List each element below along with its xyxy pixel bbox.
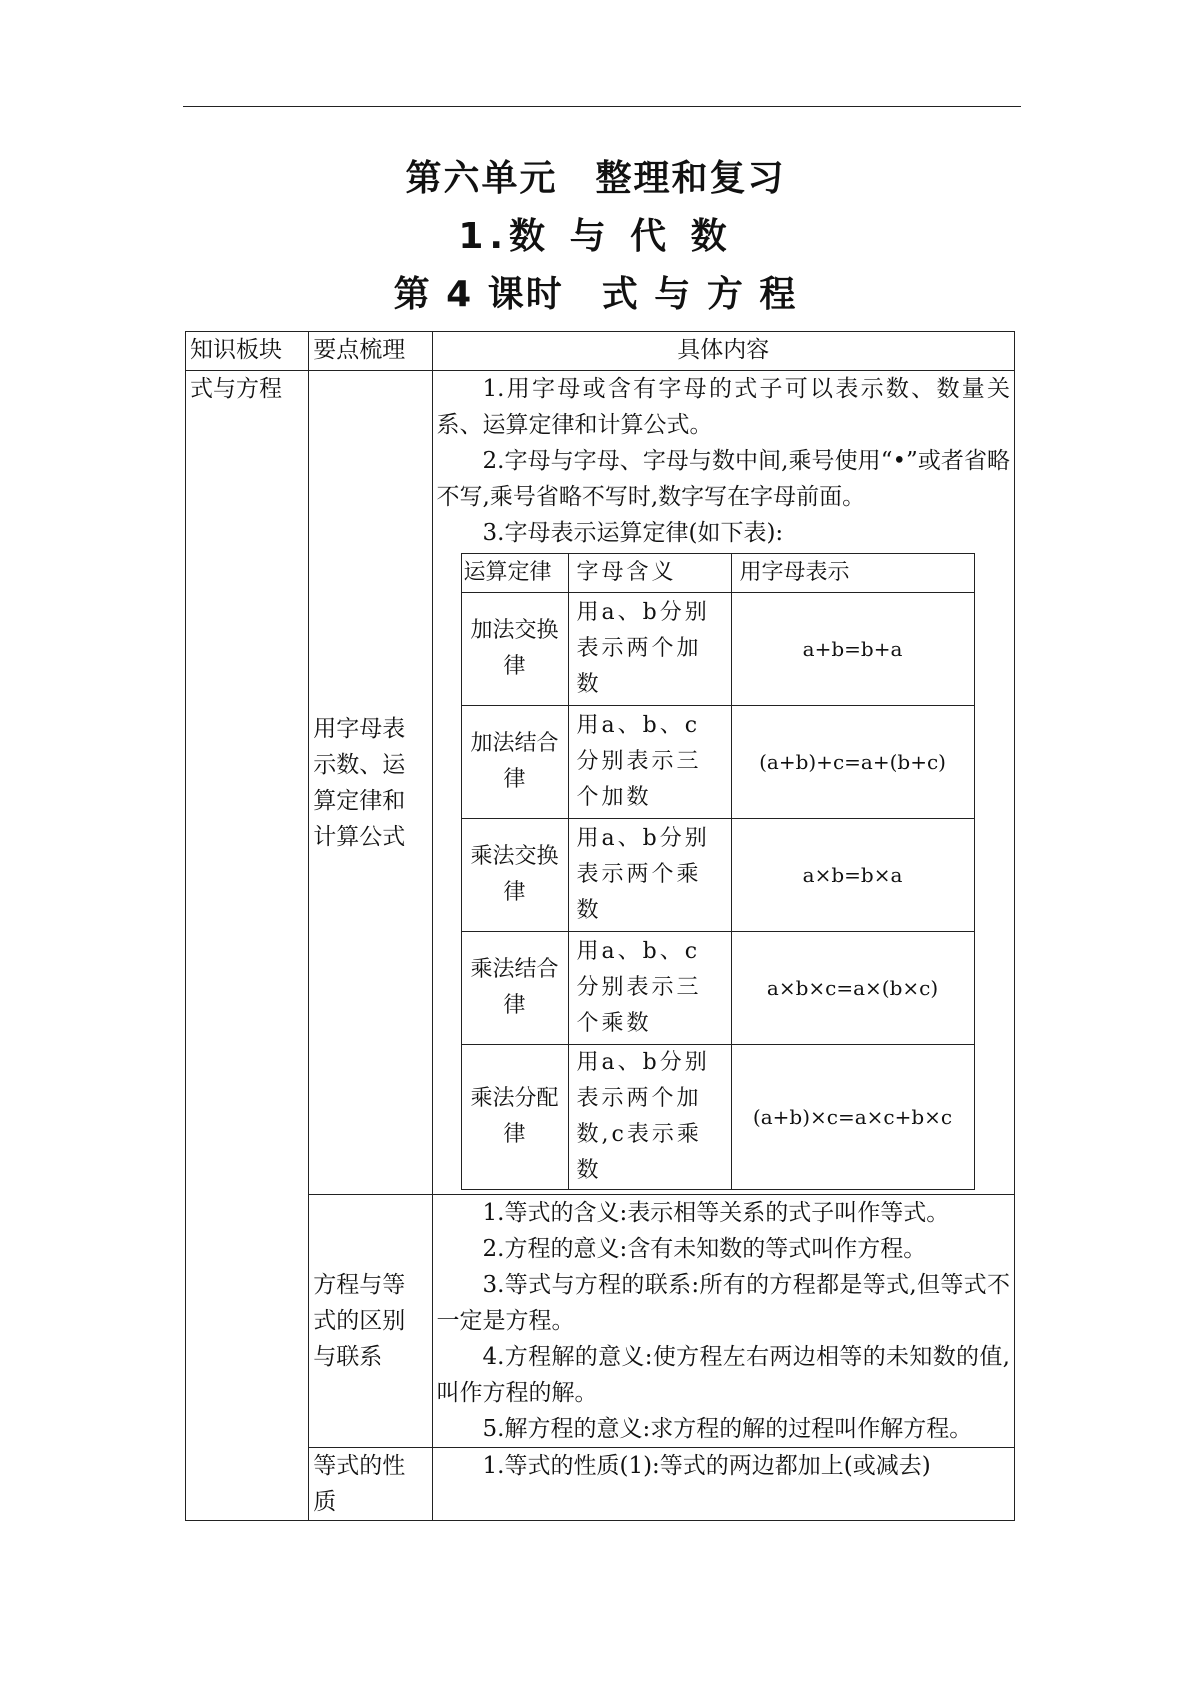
law-name: 加法交换律 bbox=[461, 593, 568, 706]
law-name: 乘法分配律 bbox=[461, 1045, 568, 1190]
law-row bbox=[461, 593, 974, 706]
law-header: 字母含义 bbox=[568, 554, 731, 593]
law-row bbox=[461, 819, 974, 932]
law-meaning: 用a、b分别表示两个加数,c表示乘数 bbox=[568, 1045, 731, 1190]
law-header: 用字母表示 bbox=[731, 554, 974, 593]
content-paragraph: 1.用字母或含有字母的式子可以表示数、数量关系、运算定律和计算公式。 bbox=[436, 376, 1010, 438]
law-meaning: 用a、b分别表示两个乘数 bbox=[568, 819, 731, 932]
law-formula: a×b×c=a×(b×c) bbox=[731, 932, 974, 1045]
key-point-cell: 方程与等式的区别与联系 bbox=[309, 1195, 432, 1448]
content-paragraph: 1.等式的含义:表示相等关系的式子叫作等式。 bbox=[482, 1200, 950, 1226]
law-meaning: 用a、b、c分别表示三个乘数 bbox=[568, 932, 731, 1045]
header-rule bbox=[183, 106, 1021, 107]
content-paragraph: 3.字母表示运算定律(如下表): bbox=[482, 520, 784, 546]
lesson-title: 第 4 课时 式 与 方 程 bbox=[393, 274, 798, 315]
section-title: 1.数 与 代 数 bbox=[458, 216, 733, 257]
law-name: 乘法结合律 bbox=[461, 932, 568, 1045]
content-cell bbox=[432, 1448, 1014, 1521]
content-cell bbox=[432, 1195, 1014, 1448]
law-header-row bbox=[461, 554, 974, 593]
law-formula: a+b=b+a bbox=[731, 593, 974, 706]
header-key-points: 要点梳理 bbox=[309, 332, 432, 371]
law-formula: (a+b)×c=a×c+b×c bbox=[731, 1045, 974, 1190]
header-content: 具体内容 bbox=[432, 332, 1014, 371]
content-paragraph: 5.解方程的意义:求方程的解的过程叫作解方程。 bbox=[482, 1416, 973, 1442]
law-row bbox=[461, 1045, 974, 1190]
header-knowledge-block: 知识板块 bbox=[186, 332, 309, 371]
content-paragraph: 2.字母与字母、字母与数中间,乘号使用“•”或者省略不写,乘号省略不写时,数字写在字母前面。 bbox=[436, 448, 1010, 510]
law-header: 运算定律 bbox=[461, 554, 568, 593]
law-name: 乘法交换律 bbox=[461, 819, 568, 932]
unit-title: 第六单元 整理和复习 bbox=[405, 158, 786, 199]
content-cell bbox=[432, 371, 1014, 1195]
key-point-cell: 用字母表示数、运算定律和计算公式 bbox=[309, 371, 432, 1195]
content-paragraph: 1.等式的性质(1):等式的两边都加上(或减去) bbox=[482, 1453, 931, 1479]
content-paragraph: 3.等式与方程的联系:所有的方程都是等式,但等式不一定是方程。 bbox=[436, 1272, 1010, 1334]
law-formula: (a+b)+c=a+(b+c) bbox=[731, 706, 974, 819]
law-row bbox=[461, 706, 974, 819]
table-row bbox=[186, 371, 1015, 1195]
table-row bbox=[186, 1195, 1015, 1448]
law-formula: a×b=b×a bbox=[731, 819, 974, 932]
summary-header-row bbox=[186, 332, 1015, 371]
law-table bbox=[461, 553, 975, 1190]
law-name: 加法结合律 bbox=[461, 706, 568, 819]
knowledge-block-cell: 式与方程 bbox=[186, 371, 309, 1521]
content-paragraph: 4.方程解的意义:使方程左右两边相等的未知数的值,叫作方程的解。 bbox=[436, 1344, 1010, 1406]
content-paragraph: 2.方程的意义:含有未知数的等式叫作方程。 bbox=[482, 1236, 927, 1262]
law-row bbox=[461, 932, 974, 1045]
law-meaning: 用a、b分别表示两个加数 bbox=[568, 593, 731, 706]
key-point-cell: 等式的性质 bbox=[309, 1448, 432, 1521]
summary-table bbox=[185, 331, 1015, 1521]
table-row bbox=[186, 1448, 1015, 1521]
law-meaning: 用a、b、c分别表示三个加数 bbox=[568, 706, 731, 819]
